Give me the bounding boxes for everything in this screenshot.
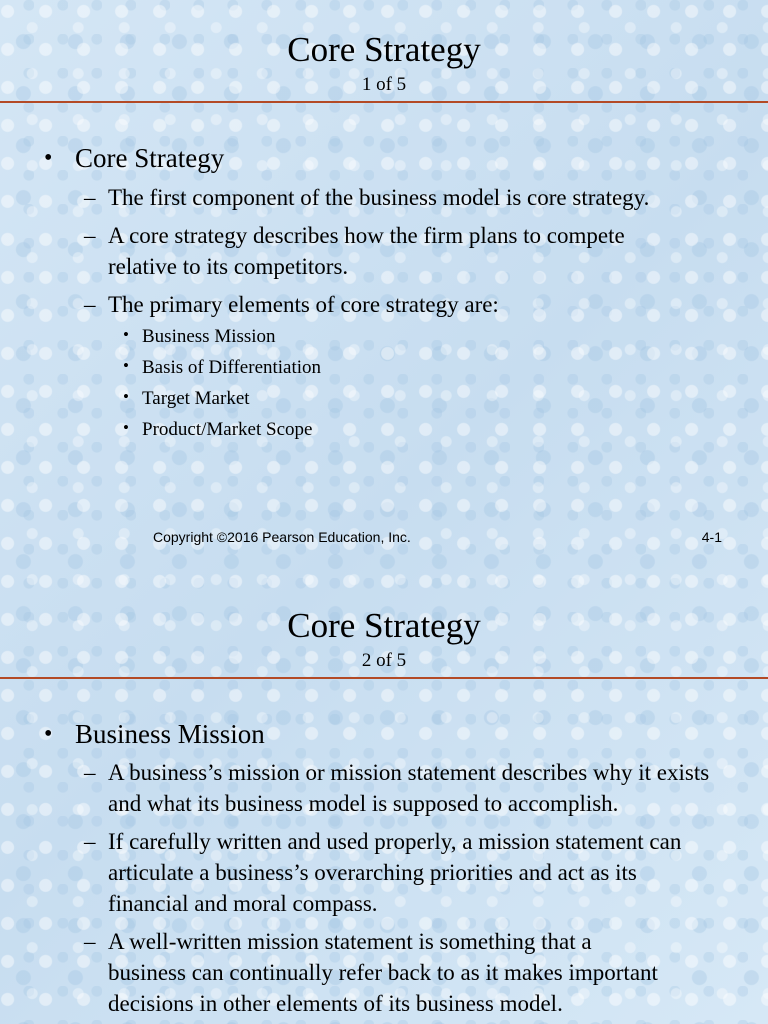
level3-text: Target Market (142, 388, 250, 409)
page-number: 4-1 (701, 529, 722, 545)
level3-item (0, 325, 768, 349)
bullet-icon: • (123, 387, 129, 406)
level1-item (0, 142, 768, 174)
level2-text: A well-written mission statement is something that a business can continually refer back to as it makes important decisions in other elements of its business model. (108, 929, 658, 1016)
dash-icon: – (84, 760, 96, 785)
level1-item (0, 718, 768, 750)
slide-title: Core Strategy (287, 30, 481, 69)
level3-text: Product/Market Scope (142, 419, 313, 440)
slide-content (0, 718, 768, 1019)
bullet-icon: • (123, 418, 129, 437)
title-rule (0, 101, 768, 103)
level2-text: If carefully written and used properly, a mission statement can articulate a business’s overarching priorities and act as its financial and moral compass. (108, 829, 682, 916)
bullet-icon: • (44, 145, 53, 171)
dash-icon: – (84, 829, 96, 854)
level2-item (0, 220, 768, 282)
slide-title: Core Strategy (287, 606, 481, 645)
slide-subtitle: 2 of 5 (361, 650, 407, 671)
slide-2 (0, 576, 768, 1024)
level2-item (0, 757, 768, 819)
level1-text: Core Strategy (75, 143, 225, 173)
dash-icon: – (84, 185, 96, 210)
slide-content (0, 142, 768, 442)
level3-item (0, 418, 768, 442)
copyright-footer: Copyright ©2016 Pearson Education, Inc. (153, 529, 411, 545)
bullet-icon: • (123, 356, 129, 375)
level2-item (0, 926, 768, 1019)
title-rule (0, 677, 768, 679)
level1-text: Business Mission (75, 719, 265, 749)
level2-text: A business’s mission or mission statement describes why it exists and what its business model is supposed to accomplish. (108, 760, 710, 816)
level3-item (0, 387, 768, 411)
bullet-icon: • (123, 325, 129, 344)
dash-icon: – (84, 223, 96, 248)
level2-item (0, 182, 768, 213)
level2-item (0, 289, 768, 320)
level2-text: The primary elements of core strategy are: (108, 292, 499, 317)
bullet-icon: • (44, 721, 53, 747)
level2-text: The first component of the business model is core strategy. (108, 185, 650, 210)
dash-icon: – (84, 292, 96, 317)
dash-icon: – (84, 929, 96, 954)
slide-subtitle: 1 of 5 (361, 74, 407, 95)
level3-item (0, 356, 768, 380)
level3-text: Basis of Differentiation (142, 357, 322, 378)
level2-item (0, 826, 768, 919)
level3-text: Business Mission (142, 326, 276, 347)
level2-text: A core strategy describes how the firm plans to compete relative to its competitors. (108, 223, 625, 279)
